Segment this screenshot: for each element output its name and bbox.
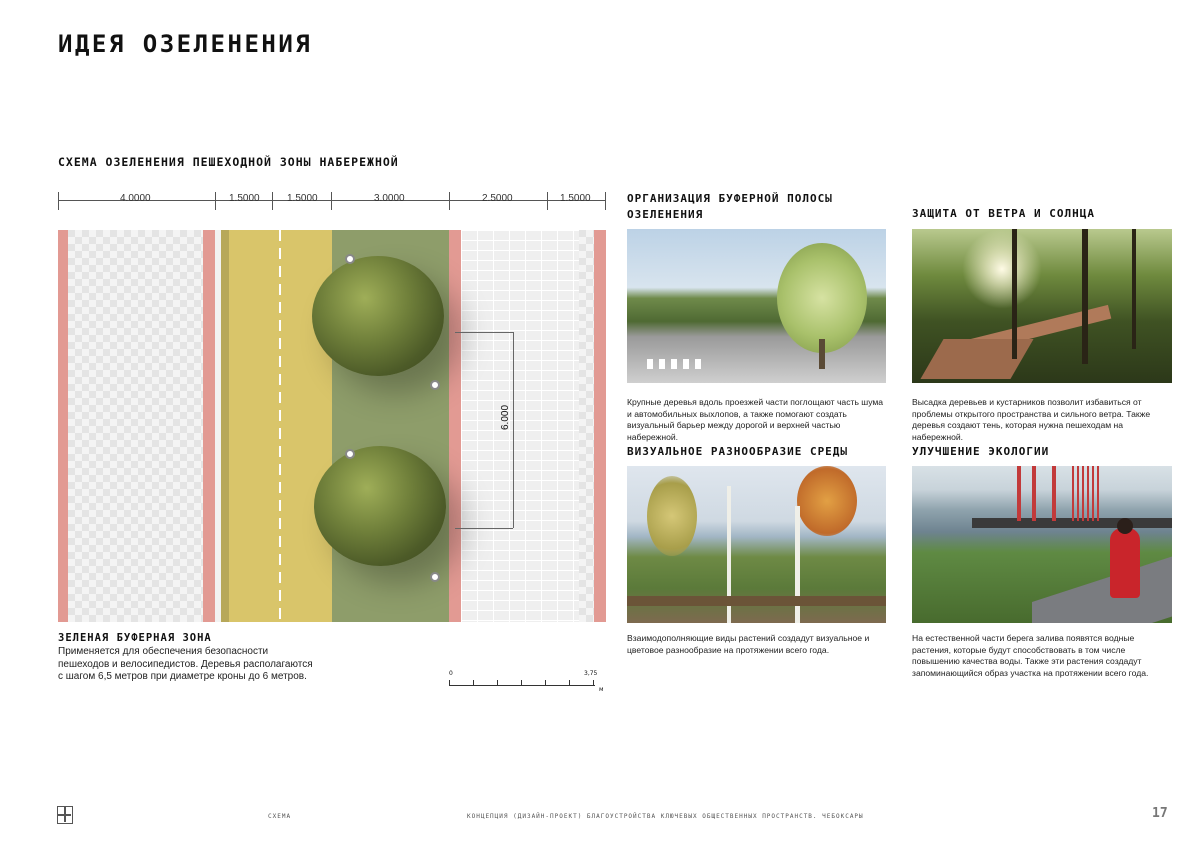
page-title: ИДЕЯ ОЗЕЛЕНЕНИЯ xyxy=(58,30,313,58)
block-text-buffer: Крупные деревья вдоль проезжей части поглощают часть шума и автомобильных выхлопов, а также помогают создать визуальный барьер между дорогой и верхней частью набережной. xyxy=(627,397,884,442)
spacing-line xyxy=(455,528,513,529)
curb-strip xyxy=(58,230,68,622)
lamp-icon xyxy=(345,449,355,459)
curb-strip xyxy=(449,230,461,622)
tree-crown xyxy=(312,256,444,376)
photo-forest-boardwalk xyxy=(912,229,1172,383)
block-text-diversity: Взаимодополняющие виды растений создадут визуальное и цветовое разнообразие на протяжении всего года. xyxy=(627,633,870,655)
lane-marking xyxy=(279,230,281,622)
greening-plan xyxy=(58,186,606,622)
block-title-wind: ЗАЩИТА ОТ ВЕТРА И СОЛНЦА xyxy=(912,207,1095,220)
block-text-wind: Высадка деревьев и кустарников позволит избавиться от проблемы открытого пространства и сильного ветра. Также деревья создают тень, которая нужна пешеходам на набережной. xyxy=(912,397,1151,442)
dimension-tick xyxy=(215,192,216,210)
block-text-ecology: На естественной части берега залива появятся водные растения, которые будут способствовать в том числе повышению качества воды. Также эти растения создадут запоминающийся образ участка на протяжении всего года. xyxy=(912,633,1149,678)
buffer-zone-title: ЗЕЛЕНАЯ БУФЕРНАЯ ЗОНА xyxy=(58,632,212,644)
lamp-icon xyxy=(430,380,440,390)
lamp-icon xyxy=(430,572,440,582)
scale-end: 3,75 xyxy=(584,670,598,677)
photo-roadside-trees xyxy=(627,229,886,383)
spacing-line xyxy=(513,332,514,528)
dimension-tick xyxy=(449,192,450,210)
tree-crown xyxy=(314,446,446,566)
scale-bar xyxy=(449,685,595,686)
promenade-paving xyxy=(461,230,579,622)
dimension-tick xyxy=(331,192,332,210)
scale-ticks xyxy=(449,680,595,685)
photo-waterfront-wetland xyxy=(912,466,1172,623)
lamp-icon xyxy=(345,254,355,264)
block-title-ecology: УЛУЧШЕНИЕ ЭКОЛОГИИ xyxy=(912,445,1050,458)
dimension-tick xyxy=(58,192,59,210)
pedestrian-paving xyxy=(579,230,594,622)
buffer-zone-text: Применяется для обеспечения безопасности пешеходов и велосипедистов. Деревья располагаются с шагом 6,5 метров при диаметре кроны до 6 метров. xyxy=(58,646,313,682)
tree-spacing-label: 6.000 xyxy=(500,404,511,430)
block-title-buffer: ОРГАНИЗАЦИЯ БУФЕРНОЙ ПОЛОСЫ ОЗЕЛЕНЕНИЯ xyxy=(627,192,833,221)
logo-icon xyxy=(57,806,73,824)
curb-strip xyxy=(594,230,606,622)
dimension-tick xyxy=(272,192,273,210)
dimension-label: 4.0000 xyxy=(120,193,151,204)
dimension-tick xyxy=(547,192,548,210)
bike-edge xyxy=(221,230,229,622)
dimension-label: 1.5000 xyxy=(560,193,591,204)
dimension-tick xyxy=(605,192,606,210)
curb-strip xyxy=(203,230,215,622)
scale-unit: м xyxy=(599,686,604,693)
dimension-label: 2.5000 xyxy=(482,193,513,204)
block-title-diversity: ВИЗУАЛЬНОЕ РАЗНООБРАЗИЕ СРЕДЫ xyxy=(627,445,849,458)
scale-start: 0 xyxy=(449,670,453,677)
dimension-label: 3.0000 xyxy=(374,193,405,204)
dimension-label: 1.5000 xyxy=(287,193,318,204)
footer-project: КОНЦЕПЦИЯ (ДИЗАЙН-ПРОЕКТ) БЛАГОУСТРОЙСТВА КЛЮЧЕВЫХ ОБЩЕСТВЕННЫХ ПРОСТРАНСТВ. ЧЕБОКСАРЫ xyxy=(467,813,864,820)
spacing-line xyxy=(455,332,513,333)
pedestrian-paving xyxy=(68,230,203,622)
dimension-label: 1.5000 xyxy=(229,193,260,204)
footer-section: СХЕМА xyxy=(268,813,292,820)
page-number: 17 xyxy=(1152,806,1168,821)
photo-park-landscape xyxy=(627,466,886,623)
plan-title: СХЕМА ОЗЕЛЕНЕНИЯ ПЕШЕХОДНОЙ ЗОНЫ НАБЕРЕЖНОЙ xyxy=(58,155,399,169)
